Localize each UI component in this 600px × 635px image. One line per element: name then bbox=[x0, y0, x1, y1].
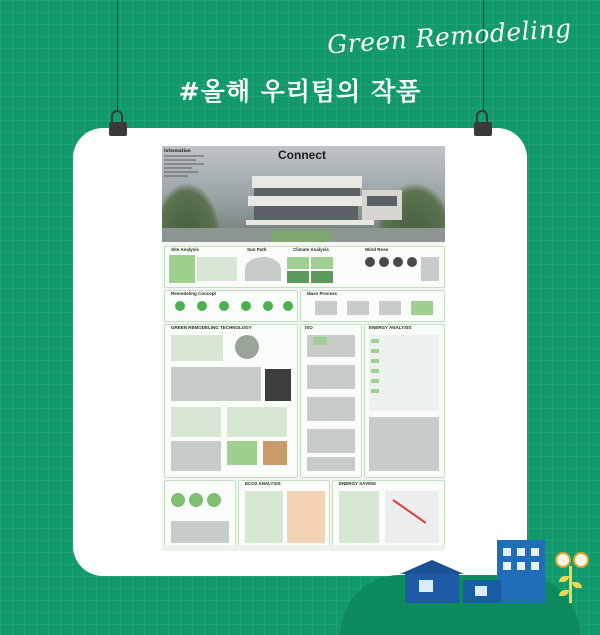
bottom-left-panel bbox=[164, 480, 236, 550]
section-sun-path: Sun Path bbox=[247, 247, 267, 252]
section-mass-process: Mass Process bbox=[307, 291, 338, 296]
green-remodeling-technology-panel bbox=[164, 324, 298, 478]
poster-title: Connect bbox=[278, 148, 326, 162]
remodeling-concept-panel bbox=[164, 290, 298, 322]
binder-clip-left-icon bbox=[107, 110, 129, 136]
project-poster-image bbox=[162, 146, 445, 551]
section-wind-rose: Wind Rose bbox=[365, 247, 389, 252]
eco2-analysis-panel bbox=[238, 480, 330, 550]
iso-panel bbox=[300, 324, 362, 478]
section-eco2-analysis: ECO2 ANALYSIS bbox=[245, 481, 281, 486]
site-analysis-panel bbox=[164, 246, 445, 288]
poster-info-heading: Information bbox=[164, 148, 191, 153]
section-site-analysis: Site Analysis bbox=[171, 247, 199, 252]
section-energy-saving: ENERGY SAVING bbox=[339, 481, 377, 486]
section-iso: ISO bbox=[305, 325, 313, 330]
binder-clip-right-icon bbox=[472, 110, 494, 136]
section-energy-analysis: ENERGY ANALYSIS bbox=[369, 325, 412, 330]
poster-hero-rendering bbox=[162, 146, 445, 242]
mass-process-panel bbox=[300, 290, 445, 322]
section-green-remodeling-technology: GREEN REMODELING TECHNOLOGY bbox=[171, 325, 252, 330]
house-icon bbox=[405, 572, 459, 603]
small-house-icon bbox=[463, 580, 501, 603]
plant-sprout-icon bbox=[555, 552, 587, 603]
energy-saving-panel bbox=[332, 480, 445, 550]
poster-info-block bbox=[164, 148, 204, 179]
building-tower-icon bbox=[497, 540, 545, 603]
house-roof-icon bbox=[400, 560, 464, 574]
page-headline: #올해 우리팀의 작품 bbox=[178, 77, 422, 106]
brand-title: Green Remodeling bbox=[326, 13, 573, 60]
energy-analysis-panel bbox=[364, 324, 445, 478]
section-remodeling-concept: Remodeling Concept bbox=[171, 291, 217, 296]
section-climate-analysis: Climate Analysis bbox=[293, 247, 329, 252]
